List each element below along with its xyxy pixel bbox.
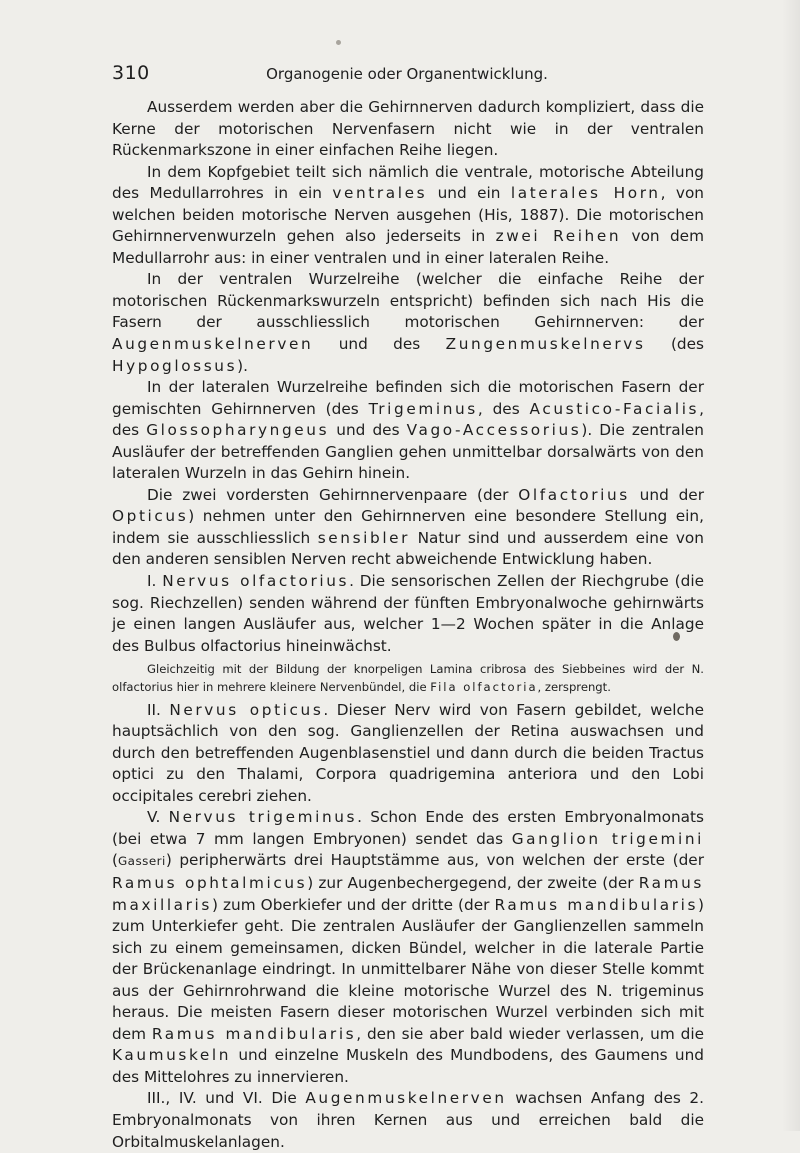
- running-title: Organogenie oder Organentwicklung.: [266, 65, 548, 83]
- page-header: [112, 62, 702, 86]
- paragraph-kopfgebiet: In dem Kopfgebiet teilt sich nämlich die ventrale, motorische Abteilung des Medullarrohres in ein ventrales und ein laterales Horn, von welchen beiden motorische Nerven ausgehen (His, 1887). Die motorischen Gehirnnervenwurzeln gehen also jederseits in zwei Reihen von dem Medullarrohr aus: in einer ventralen und in einer lateralen Reihe.: [112, 162, 704, 267]
- paragraph-nervus-trigeminus: V. Nervus trigeminus. Schon Ende des ersten Embryonalmonats (bei etwa 7 mm langen Embryonen) sendet das Ganglion trigemini (Gasseri) peripherwärts drei Hauptstämme aus, von welchen der erste (der Ramus ophtalmicus) zur Augenbechergegend, der zweite (der Ramus maxillaris) zum Oberkiefer und der dritte (der Ramus mandibularis) zum Unterkiefer geht. Die zentralen Ausläufer der Ganglienzellen sammeln sich zu einem gemeinsamen, dicken Bündel, welcher in die laterale Partie der Brückenanlage eindringt. In unmittelbarer Nähe von dieser Stelle kommt aus der Gehirnrohrwand die kleine motorische Wurzel des N. trigeminus heraus. Die meisten Fasern dieser motorischen Wurzel verbinden sich mit dem Ramus mandibularis, den sie aber bald wieder verlassen, um die Kaumuskeln und einzelne Muskeln des Mundbodens, des Gaumens und des Mittelohres zu innervieren.: [112, 808, 705, 1086]
- small-print-note: Gleichzeitig mit der Bildung der knorpeligen Lamina cribrosa des Siebbeines wird der N. olfactorius hier in mehrere kleinere Nervenbündel, die Fila olfactoria, zersprengt.: [112, 662, 704, 695]
- paper-spot: [336, 40, 341, 45]
- paragraph-augenmuskelnerven: III., IV. und VI. Die Augenmuskelnerven wachsen Anfang des 2. Embryonalmonats von ihren Kernen aus und erreichen bald die Orbitalmuskelanlagen.: [112, 1089, 704, 1151]
- paragraph-nervus-opticus: II. Nervus opticus. Dieser Nerv wird von Fasern gebildet, welche hauptsächlich von den sog. Ganglienzellen der Retina auswachsen und durch den betreffenden Augenblasenstiel und dann durch die beiden Tractus optici zu den Thalami, Corpora quadrigemina anteriora und den Lobi occipitales cerebri ziehen.: [112, 700, 704, 805]
- page-edge-shadow: [782, 0, 800, 1131]
- page-number: 310: [112, 62, 150, 84]
- paragraph-vorderste-nervenpaare: Die zwei vordersten Gehirnnervenpaare (der Olfactorius und der Opticus) nehmen unter den Gehirnnerven eine besondere Stellung ein, indem sie ausschliesslich sensibler Natur sind und ausserdem eine von den anderen sensiblen Nerven recht abweichende Entwicklung haben.: [112, 485, 704, 569]
- body-text: [112, 97, 704, 1153]
- paragraph-ventrale-wurzelreihe: In der ventralen Wurzelreihe (welcher die einfache Reihe der motorischen Rückenmarkswurzeln entspricht) befinden sich nach His die Fasern der ausschliesslich motorischen Gehirnnerven: der Augenmuskelnerven und des Zungenmuskelnervs (des Hypoglossus).: [112, 270, 704, 375]
- paragraph-intro: Ausserdem werden aber die Gehirnnerven dadurch kompliziert, dass die Kerne der motorischen Nervenfasern nicht wie in der ventralen Rückenmarkszone in einer einfachen Reihe liegen.: [112, 98, 704, 160]
- paragraph-laterale-wurzelreihe: In der lateralen Wurzelreihe befinden sich die motorischen Fasern der gemischten Gehirnnerven (des Trigeminus, des Acustico-Facialis, des Glossopharyngeus und des Vago-Accessorius). Die zentralen Ausläufer der betreffenden Ganglien gehen unmittelbar dorsalwärts von den lateralen Wurzeln in das Gehirn hinein.: [112, 378, 704, 483]
- paragraph-nervus-olfactorius: I. Nervus olfactorius. Die sensorischen Zellen der Riechgrube (die sog. Riechzellen) senden während der fünften Embryonalwoche gehirnwärts je einen langen Ausläufer aus, welcher 1—2 Wochen später in die Anlage des Bulbus olfactorius hineinwächst.: [112, 572, 704, 655]
